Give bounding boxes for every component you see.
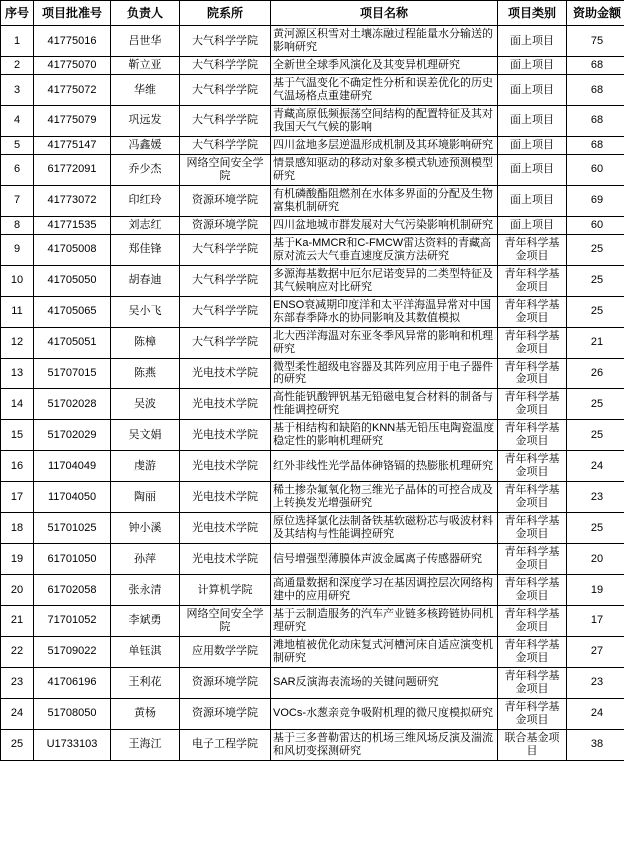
cell-no: 5 [1, 136, 34, 154]
table-row [1, 389, 624, 420]
cell-amount: 68 [567, 106, 624, 137]
cell-type: 青年科学基金项目 [498, 296, 567, 327]
cell-type: 面上项目 [498, 57, 567, 75]
cell-code: 41771535 [34, 216, 111, 234]
cell-code: 11704049 [34, 451, 111, 482]
cell-title: 微型柔性超级电容器及其阵列应用于电子器件的研究 [271, 358, 498, 389]
cell-no: 10 [1, 265, 34, 296]
cell-person: 张永清 [111, 575, 180, 606]
cell-person: 冯鑫媛 [111, 136, 180, 154]
cell-type: 青年科学基金项目 [498, 389, 567, 420]
cell-type: 面上项目 [498, 75, 567, 106]
cell-person: 吴小飞 [111, 296, 180, 327]
table-row [1, 216, 624, 234]
cell-title: 滩地植被优化动床复式河槽河床自适应演变机制研究 [271, 636, 498, 667]
cell-type: 青年科学基金项目 [498, 234, 567, 265]
cell-no: 4 [1, 106, 34, 137]
table-row [1, 575, 624, 606]
cell-no: 12 [1, 327, 34, 358]
cell-code: U1733103 [34, 729, 111, 760]
table-row [1, 358, 624, 389]
cell-code: 51702029 [34, 420, 111, 451]
column-header-no: 序号 [1, 1, 34, 26]
cell-title: 情景感知驱动的移动对象多模式轨迹预测模型研究 [271, 154, 498, 185]
cell-title: 有机磷酸酯阻燃剂在水体多界面的分配及生物富集机制研究 [271, 185, 498, 216]
cell-code: 61772091 [34, 154, 111, 185]
cell-no: 23 [1, 667, 34, 698]
cell-title: 信号增强型薄膜体声波金属离子传感器研究 [271, 544, 498, 575]
cell-type: 面上项目 [498, 185, 567, 216]
cell-amount: 25 [567, 234, 624, 265]
cell-title: 四川盆地多层逆温形成机制及其环境影响研究 [271, 136, 498, 154]
cell-type: 青年科学基金项目 [498, 636, 567, 667]
cell-dept: 光电技术学院 [180, 544, 271, 575]
cell-title: 基于云制造服务的汽车产业链多核跨链协同机理研究 [271, 606, 498, 637]
column-header-code: 项目批准号 [34, 1, 111, 26]
cell-type: 青年科学基金项目 [498, 544, 567, 575]
cell-dept: 资源环境学院 [180, 216, 271, 234]
cell-type: 面上项目 [498, 136, 567, 154]
cell-title: 全新世全球季风演化及其变异机理研究 [271, 57, 498, 75]
cell-no: 16 [1, 451, 34, 482]
table-row [1, 513, 624, 544]
table-row [1, 106, 624, 137]
cell-no: 24 [1, 698, 34, 729]
table-row [1, 606, 624, 637]
cell-dept: 网络空间安全学院 [180, 154, 271, 185]
cell-person: 钟小溪 [111, 513, 180, 544]
table-row [1, 451, 624, 482]
cell-amount: 25 [567, 513, 624, 544]
cell-person: 孙萍 [111, 544, 180, 575]
table-body [1, 26, 624, 761]
cell-code: 51708050 [34, 698, 111, 729]
table-row [1, 75, 624, 106]
cell-type: 面上项目 [498, 216, 567, 234]
cell-person: 吴波 [111, 389, 180, 420]
cell-amount: 68 [567, 57, 624, 75]
cell-title: 基于三多普勒雷达的机场三维风场反演及湍流和风切变探测研究 [271, 729, 498, 760]
cell-title: VOCs-水葱亲竞争吸附机理的微尺度模拟研究 [271, 698, 498, 729]
cell-dept: 资源环境学院 [180, 698, 271, 729]
cell-code: 61701050 [34, 544, 111, 575]
cell-no: 25 [1, 729, 34, 760]
cell-dept: 大气科学学院 [180, 106, 271, 137]
cell-amount: 17 [567, 606, 624, 637]
cell-person: 靳立亚 [111, 57, 180, 75]
cell-no: 11 [1, 296, 34, 327]
cell-dept: 大气科学学院 [180, 75, 271, 106]
cell-type: 面上项目 [498, 106, 567, 137]
cell-amount: 60 [567, 216, 624, 234]
cell-dept: 大气科学学院 [180, 327, 271, 358]
cell-amount: 69 [567, 185, 624, 216]
table-row [1, 327, 624, 358]
cell-title: 青藏高原低频振荡空间结构的配置特征及其对我国天气气候的影响 [271, 106, 498, 137]
cell-code: 51707015 [34, 358, 111, 389]
cell-title: 基于气温变化不确定性分析和误差优化的历史气温场格点重建研究 [271, 75, 498, 106]
cell-person: 胡春迪 [111, 265, 180, 296]
cell-title: 原位选择氯化法制备铁基软磁粉芯与吸波材料及其结构与性能调控研究 [271, 513, 498, 544]
cell-dept: 光电技术学院 [180, 513, 271, 544]
cell-no: 20 [1, 575, 34, 606]
cell-person: 乔少杰 [111, 154, 180, 185]
cell-person: 刘志红 [111, 216, 180, 234]
table-row [1, 57, 624, 75]
cell-title: 红外非线性光学晶体砷铬镉的热膨胀机理研究 [271, 451, 498, 482]
cell-type: 联合基金项目 [498, 729, 567, 760]
cell-code: 41775079 [34, 106, 111, 137]
cell-type: 青年科学基金项目 [498, 420, 567, 451]
cell-amount: 25 [567, 296, 624, 327]
table-row [1, 420, 624, 451]
cell-code: 61702058 [34, 575, 111, 606]
cell-dept: 光电技术学院 [180, 420, 271, 451]
cell-code: 51701025 [34, 513, 111, 544]
cell-code: 41773072 [34, 185, 111, 216]
table-row [1, 26, 624, 57]
cell-person: 陈樟 [111, 327, 180, 358]
cell-dept: 光电技术学院 [180, 389, 271, 420]
cell-amount: 27 [567, 636, 624, 667]
table-row [1, 136, 624, 154]
cell-code: 41705051 [34, 327, 111, 358]
cell-person: 郑佳锋 [111, 234, 180, 265]
cell-type: 青年科学基金项目 [498, 575, 567, 606]
cell-code: 11704050 [34, 482, 111, 513]
column-header-dept: 院系所 [180, 1, 271, 26]
cell-title: 基于相结构和缺陷的KNN基无铅压电陶瓷温度稳定性的影响机理研究 [271, 420, 498, 451]
cell-code: 41705065 [34, 296, 111, 327]
cell-amount: 24 [567, 698, 624, 729]
cell-type: 青年科学基金项目 [498, 265, 567, 296]
cell-dept: 光电技术学院 [180, 358, 271, 389]
cell-code: 41775070 [34, 57, 111, 75]
cell-person: 陈燕 [111, 358, 180, 389]
cell-dept: 大气科学学院 [180, 26, 271, 57]
cell-no: 13 [1, 358, 34, 389]
cell-code: 41706196 [34, 667, 111, 698]
table-row [1, 544, 624, 575]
cell-type: 青年科学基金项目 [498, 358, 567, 389]
cell-amount: 68 [567, 136, 624, 154]
cell-code: 41705050 [34, 265, 111, 296]
cell-dept: 应用数学学院 [180, 636, 271, 667]
cell-title: 北大西洋海温对东亚冬季风异常的影响和机理研究 [271, 327, 498, 358]
column-header-amount: 资助金额 [567, 1, 624, 26]
cell-title: 稀土掺杂氟氧化物三维光子晶体的可控合成及上转换发光增强研究 [271, 482, 498, 513]
column-header-title: 项目名称 [271, 1, 498, 26]
cell-code: 41775072 [34, 75, 111, 106]
cell-type: 青年科学基金项目 [498, 667, 567, 698]
cell-person: 虔游 [111, 451, 180, 482]
cell-title: SAR反演海表流场的关键问题研究 [271, 667, 498, 698]
cell-dept: 资源环境学院 [180, 667, 271, 698]
cell-person: 黄杨 [111, 698, 180, 729]
cell-amount: 68 [567, 75, 624, 106]
cell-no: 7 [1, 185, 34, 216]
cell-title: 多源海基数据中厄尔尼诺变异的二类型特征及其气候响应对比研究 [271, 265, 498, 296]
cell-person: 单钰淇 [111, 636, 180, 667]
cell-type: 青年科学基金项目 [498, 327, 567, 358]
cell-type: 面上项目 [498, 26, 567, 57]
cell-person: 巩远发 [111, 106, 180, 137]
cell-no: 17 [1, 482, 34, 513]
cell-dept: 电子工程学院 [180, 729, 271, 760]
cell-amount: 19 [567, 575, 624, 606]
cell-amount: 20 [567, 544, 624, 575]
cell-no: 8 [1, 216, 34, 234]
cell-no: 22 [1, 636, 34, 667]
cell-dept: 大气科学学院 [180, 265, 271, 296]
table-header-row [1, 1, 624, 26]
cell-amount: 25 [567, 420, 624, 451]
cell-no: 14 [1, 389, 34, 420]
cell-title: 高性能钒酸钾钒基无铅磁电复合材料的制备与性能调控研究 [271, 389, 498, 420]
cell-title: 黄河源区积雪对土壤冻融过程能量水分输送的影响研究 [271, 26, 498, 57]
cell-type: 面上项目 [498, 154, 567, 185]
cell-code: 71701052 [34, 606, 111, 637]
cell-code: 41705008 [34, 234, 111, 265]
cell-title: 基于Ka-MMCR和C-FMCW雷达资料的青藏高原对流云大气垂直速度反演方法研究 [271, 234, 498, 265]
cell-dept: 光电技术学院 [180, 482, 271, 513]
cell-no: 2 [1, 57, 34, 75]
cell-type: 青年科学基金项目 [498, 606, 567, 637]
cell-no: 6 [1, 154, 34, 185]
column-header-type: 项目类别 [498, 1, 567, 26]
cell-no: 1 [1, 26, 34, 57]
cell-no: 15 [1, 420, 34, 451]
cell-amount: 25 [567, 265, 624, 296]
cell-amount: 38 [567, 729, 624, 760]
cell-code: 51702028 [34, 389, 111, 420]
table-row [1, 154, 624, 185]
cell-no: 3 [1, 75, 34, 106]
cell-dept: 资源环境学院 [180, 185, 271, 216]
cell-title: 高通量数据和深度学习在基因调控层次网络构建中的应用研究 [271, 575, 498, 606]
cell-amount: 24 [567, 451, 624, 482]
table-row [1, 234, 624, 265]
cell-amount: 75 [567, 26, 624, 57]
table-row [1, 636, 624, 667]
cell-person: 华维 [111, 75, 180, 106]
cell-code: 41775016 [34, 26, 111, 57]
cell-dept: 大气科学学院 [180, 136, 271, 154]
table-row [1, 482, 624, 513]
cell-person: 陶丽 [111, 482, 180, 513]
cell-type: 青年科学基金项目 [498, 698, 567, 729]
cell-amount: 23 [567, 667, 624, 698]
cell-amount: 60 [567, 154, 624, 185]
cell-dept: 大气科学学院 [180, 57, 271, 75]
cell-type: 青年科学基金项目 [498, 451, 567, 482]
table-row [1, 698, 624, 729]
cell-code: 41775147 [34, 136, 111, 154]
cell-person: 王利花 [111, 667, 180, 698]
cell-amount: 23 [567, 482, 624, 513]
cell-type: 青年科学基金项目 [498, 513, 567, 544]
cell-dept: 网络空间安全学院 [180, 606, 271, 637]
cell-code: 51709022 [34, 636, 111, 667]
cell-dept: 大气科学学院 [180, 296, 271, 327]
cell-amount: 21 [567, 327, 624, 358]
cell-person: 吴文娟 [111, 420, 180, 451]
table-row [1, 265, 624, 296]
table-row [1, 185, 624, 216]
table-row [1, 729, 624, 760]
cell-no: 19 [1, 544, 34, 575]
cell-title: 四川盆地城市群发展对大气污染影响机制研究 [271, 216, 498, 234]
cell-type: 青年科学基金项目 [498, 482, 567, 513]
cell-person: 吕世华 [111, 26, 180, 57]
cell-person: 王海江 [111, 729, 180, 760]
cell-dept: 光电技术学院 [180, 451, 271, 482]
column-header-person: 负责人 [111, 1, 180, 26]
cell-dept: 大气科学学院 [180, 234, 271, 265]
cell-no: 18 [1, 513, 34, 544]
table-row [1, 296, 624, 327]
cell-amount: 25 [567, 389, 624, 420]
cell-amount: 26 [567, 358, 624, 389]
cell-person: 李斌勇 [111, 606, 180, 637]
cell-no: 9 [1, 234, 34, 265]
cell-title: ENSO衰减期印度洋和太平洋海温异常对中国东部春季降水的协同影响及其数值模拟 [271, 296, 498, 327]
cell-dept: 计算机学院 [180, 575, 271, 606]
cell-no: 21 [1, 606, 34, 637]
cell-person: 印红玲 [111, 185, 180, 216]
table-row [1, 667, 624, 698]
